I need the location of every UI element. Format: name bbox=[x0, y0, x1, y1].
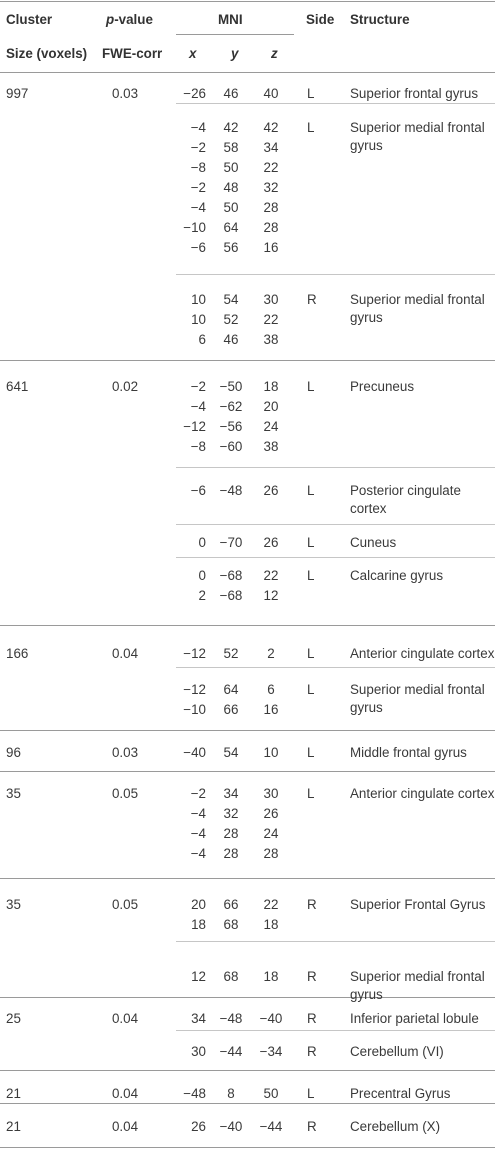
cell-size: 35 bbox=[6, 897, 21, 912]
header-mni: MNI bbox=[218, 12, 243, 27]
cell-x: −4 bbox=[190, 399, 206, 414]
cell-y: 56 bbox=[223, 240, 239, 255]
cell-y: 52 bbox=[223, 312, 239, 327]
cell-p: 0.05 bbox=[111, 897, 139, 912]
cell-y: 54 bbox=[223, 292, 239, 307]
cell-z: 18 bbox=[263, 917, 279, 932]
cell-side: L bbox=[307, 86, 315, 101]
cell-x: −4 bbox=[190, 120, 206, 135]
cell-y: 8 bbox=[227, 1086, 235, 1101]
cell-z: 16 bbox=[263, 240, 279, 255]
cell-x: −10 bbox=[183, 220, 206, 235]
subgroup-separator bbox=[176, 667, 495, 668]
cell-side: L bbox=[307, 682, 315, 697]
header-size: Size (voxels) bbox=[6, 46, 88, 61]
cell-z: 18 bbox=[263, 969, 279, 984]
cluster-separator bbox=[0, 1103, 495, 1104]
cell-z: −44 bbox=[259, 1119, 283, 1134]
cell-side: R bbox=[307, 897, 317, 912]
cluster-separator bbox=[0, 878, 495, 879]
cell-x: −4 bbox=[190, 200, 206, 215]
cell-structure: Cerebellum (X) bbox=[350, 1119, 441, 1134]
cell-x: 10 bbox=[191, 292, 206, 307]
cell-size: 96 bbox=[6, 745, 21, 760]
cell-y: 28 bbox=[223, 846, 239, 861]
cell-y: −44 bbox=[219, 1044, 243, 1059]
cell-z: 42 bbox=[263, 120, 279, 135]
cell-structure: Posterior cingulate cortex bbox=[350, 483, 461, 516]
cell-structure: Superior frontal gyrus bbox=[350, 86, 479, 101]
cell-structure: Middle frontal gyrus bbox=[350, 745, 467, 760]
cell-z: 28 bbox=[263, 220, 279, 235]
cell-x: −6 bbox=[190, 483, 206, 498]
cell-y: −68 bbox=[219, 588, 243, 603]
cell-side: L bbox=[307, 120, 315, 135]
cell-p: 0.04 bbox=[111, 1086, 139, 1101]
cell-x: 18 bbox=[191, 917, 206, 932]
cell-y: 42 bbox=[223, 120, 239, 135]
cell-x: 12 bbox=[191, 969, 206, 984]
cell-z: 40 bbox=[263, 86, 279, 101]
cell-z: −34 bbox=[259, 1044, 283, 1059]
cell-z: 26 bbox=[263, 806, 279, 821]
header-p-suffix: -value bbox=[114, 12, 153, 27]
cell-y: 66 bbox=[223, 702, 239, 717]
cell-z: 24 bbox=[263, 826, 279, 841]
cell-x: −2 bbox=[190, 379, 206, 394]
cell-structure: Inferior parietal lobule bbox=[350, 1011, 479, 1026]
cell-y: 54 bbox=[223, 745, 239, 760]
cell-y: 50 bbox=[223, 200, 239, 215]
cell-z: 6 bbox=[267, 682, 275, 697]
cell-z: 18 bbox=[263, 379, 279, 394]
cell-x: 0 bbox=[198, 568, 206, 583]
cell-x: −4 bbox=[190, 826, 206, 841]
cell-size: 997 bbox=[6, 86, 29, 101]
cell-y: 46 bbox=[223, 332, 239, 347]
cell-z: 24 bbox=[263, 419, 279, 434]
cell-side: R bbox=[307, 969, 317, 984]
cell-x: 20 bbox=[191, 897, 206, 912]
cell-y: −48 bbox=[219, 1011, 243, 1026]
cell-y: 34 bbox=[223, 786, 239, 801]
cell-z: 34 bbox=[263, 140, 279, 155]
cell-size: 21 bbox=[6, 1119, 21, 1134]
cell-x: −40 bbox=[183, 745, 206, 760]
cell-z: 50 bbox=[263, 1086, 279, 1101]
cell-p: 0.04 bbox=[111, 1011, 139, 1026]
cell-side: R bbox=[307, 292, 317, 307]
cell-y: −70 bbox=[219, 535, 243, 550]
cell-z: 28 bbox=[263, 200, 279, 215]
cell-y: 32 bbox=[223, 806, 239, 821]
cell-z: 10 bbox=[263, 745, 279, 760]
cell-side: L bbox=[307, 379, 315, 394]
cell-y: 64 bbox=[223, 682, 239, 697]
cell-size: 21 bbox=[6, 1086, 21, 1101]
cell-z: 30 bbox=[263, 786, 279, 801]
cell-z: 2 bbox=[267, 646, 275, 661]
cell-y: 58 bbox=[223, 140, 239, 155]
cell-z: 22 bbox=[263, 160, 279, 175]
cell-side: L bbox=[307, 535, 315, 550]
subgroup-separator bbox=[176, 274, 495, 275]
cell-side: R bbox=[307, 1011, 317, 1026]
cell-structure: Cuneus bbox=[350, 535, 397, 550]
cell-z: −40 bbox=[259, 1011, 283, 1026]
cell-x: −48 bbox=[183, 1086, 206, 1101]
cell-size: 25 bbox=[6, 1011, 21, 1026]
mni-rule bbox=[176, 34, 294, 35]
cell-side: L bbox=[307, 1086, 315, 1101]
cell-structure: Precuneus bbox=[350, 379, 415, 394]
cell-x: −4 bbox=[190, 806, 206, 821]
cell-structure: Precentral Gyrus bbox=[350, 1086, 451, 1101]
cell-side: L bbox=[307, 568, 315, 583]
cluster-separator bbox=[0, 360, 495, 361]
cell-x: −12 bbox=[183, 646, 206, 661]
header-x: x bbox=[189, 46, 197, 61]
header-z: z bbox=[271, 46, 278, 61]
cell-z: 26 bbox=[263, 535, 279, 550]
cell-x: 34 bbox=[191, 1011, 206, 1026]
cell-structure: Superior medial frontal gyrus bbox=[350, 969, 485, 1002]
cell-x: 26 bbox=[191, 1119, 206, 1134]
cell-side: L bbox=[307, 786, 315, 801]
cluster-separator bbox=[0, 730, 495, 731]
cell-y: 68 bbox=[223, 969, 239, 984]
cell-x: −10 bbox=[183, 702, 206, 717]
cell-size: 166 bbox=[6, 646, 29, 661]
subgroup-separator bbox=[176, 557, 495, 558]
cell-y: 48 bbox=[223, 180, 239, 195]
cell-x: 30 bbox=[191, 1044, 206, 1059]
header-rule bbox=[0, 72, 495, 73]
cell-structure: Anterior cingulate cortex bbox=[350, 786, 495, 801]
cluster-separator bbox=[0, 1147, 495, 1148]
cell-x: 2 bbox=[198, 588, 206, 603]
cell-y: −40 bbox=[219, 1119, 243, 1134]
cell-z: 38 bbox=[263, 332, 279, 347]
cell-x: −8 bbox=[190, 439, 206, 454]
cell-y: 50 bbox=[223, 160, 239, 175]
cell-z: 20 bbox=[263, 399, 279, 414]
cell-side: L bbox=[307, 646, 315, 661]
cell-size: 641 bbox=[6, 379, 29, 394]
cell-p: 0.02 bbox=[111, 379, 139, 394]
cell-p: 0.03 bbox=[111, 86, 139, 101]
header-fwe: FWE-corr bbox=[102, 46, 163, 61]
subgroup-separator bbox=[176, 1030, 495, 1031]
cell-y: −62 bbox=[219, 399, 243, 414]
header-pvalue bbox=[106, 11, 153, 29]
subgroup-separator bbox=[176, 524, 495, 525]
cell-y: 46 bbox=[223, 86, 239, 101]
cluster-separator bbox=[0, 771, 495, 772]
cell-side: R bbox=[307, 1044, 317, 1059]
cell-x: −26 bbox=[183, 86, 206, 101]
cell-x: −2 bbox=[190, 140, 206, 155]
cell-side: R bbox=[307, 1119, 317, 1134]
cell-p: 0.03 bbox=[111, 745, 139, 760]
cell-y: −50 bbox=[219, 379, 243, 394]
cell-x: −12 bbox=[183, 682, 206, 697]
cell-structure: Superior medial frontal gyrus bbox=[350, 682, 485, 715]
cell-x: −2 bbox=[190, 786, 206, 801]
cell-y: 66 bbox=[223, 897, 239, 912]
cell-y: −68 bbox=[219, 568, 243, 583]
subgroup-separator bbox=[176, 467, 495, 468]
cluster-separator bbox=[0, 625, 495, 626]
cell-z: 32 bbox=[263, 180, 279, 195]
cell-z: 12 bbox=[263, 588, 279, 603]
top-rule bbox=[0, 1, 495, 2]
cell-z: 38 bbox=[263, 439, 279, 454]
cell-y: 64 bbox=[223, 220, 239, 235]
cell-structure: Superior medial frontal gyrus bbox=[350, 120, 485, 153]
cell-y: −48 bbox=[219, 483, 243, 498]
cell-size: 35 bbox=[6, 786, 21, 801]
cell-structure: Superior medial frontal gyrus bbox=[350, 292, 485, 325]
header-cluster: Cluster bbox=[6, 12, 53, 27]
cell-x: −2 bbox=[190, 180, 206, 195]
cell-side: L bbox=[307, 745, 315, 760]
cell-x: 10 bbox=[191, 312, 206, 327]
subgroup-separator bbox=[176, 941, 495, 942]
cell-p: 0.05 bbox=[111, 786, 139, 801]
cell-structure: Cerebellum (VI) bbox=[350, 1044, 444, 1059]
subgroup-separator bbox=[176, 103, 495, 104]
cell-y: −60 bbox=[219, 439, 243, 454]
cell-x: −8 bbox=[190, 160, 206, 175]
cell-z: 22 bbox=[263, 897, 279, 912]
cell-x: 6 bbox=[198, 332, 206, 347]
cell-x: −6 bbox=[190, 240, 206, 255]
cell-z: 22 bbox=[263, 568, 279, 583]
cluster-separator bbox=[0, 1070, 495, 1071]
cell-z: 26 bbox=[263, 483, 279, 498]
cell-p: 0.04 bbox=[111, 646, 139, 661]
cell-z: 16 bbox=[263, 702, 279, 717]
cell-y: −56 bbox=[219, 419, 243, 434]
header-structure: Structure bbox=[350, 12, 410, 27]
cell-structure: Calcarine gyrus bbox=[350, 568, 444, 583]
header-p-letter: p bbox=[106, 12, 115, 27]
cell-side: L bbox=[307, 483, 315, 498]
cell-y: 28 bbox=[223, 826, 239, 841]
cell-z: 28 bbox=[263, 846, 279, 861]
header-side: Side bbox=[306, 12, 335, 27]
cell-y: 68 bbox=[223, 917, 239, 932]
cell-z: 30 bbox=[263, 292, 279, 307]
cell-x: 0 bbox=[198, 535, 206, 550]
cell-structure: Superior Frontal Gyrus bbox=[350, 897, 486, 912]
cell-x: −4 bbox=[190, 846, 206, 861]
cell-x: −12 bbox=[183, 419, 206, 434]
header-y: y bbox=[231, 46, 239, 61]
cell-structure: Anterior cingulate cortex bbox=[350, 646, 495, 661]
cell-z: 22 bbox=[263, 312, 279, 327]
cell-y: 52 bbox=[223, 646, 239, 661]
cell-p: 0.04 bbox=[111, 1119, 139, 1134]
